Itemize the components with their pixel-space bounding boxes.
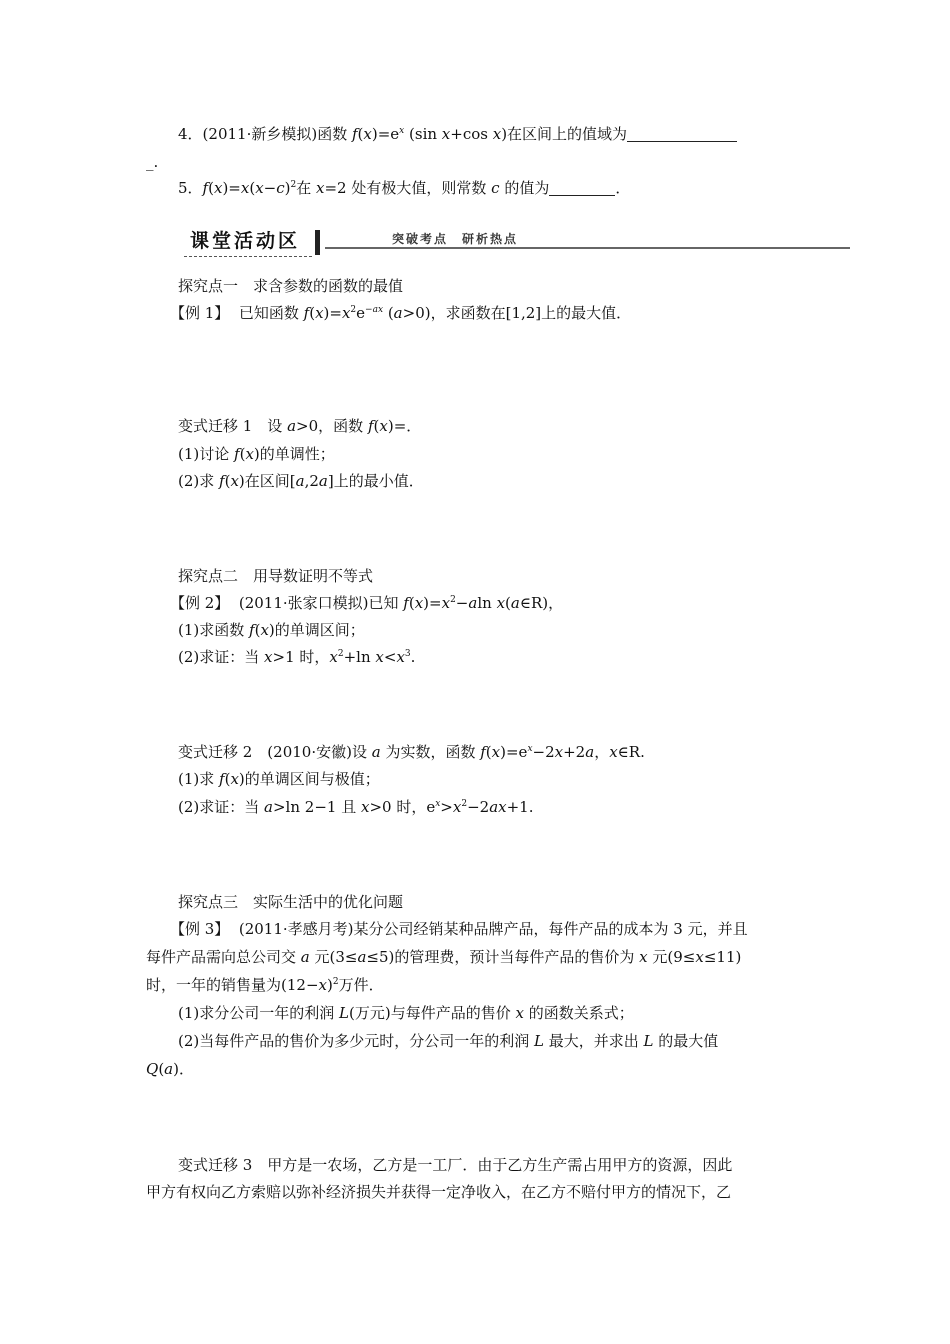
example-3-part-2-cont: Q(a)． <box>146 1060 194 1078</box>
example-text: >1 时， <box>272 648 330 666</box>
example-text: +ln <box>343 648 376 666</box>
example-3-line-3: 时，一年的销售量为$(12-x)^2$万件． <box>146 976 384 994</box>
banner-subtitle: 突破考点 研析热点 <box>392 232 519 246</box>
variation-text: ∈R. <box>617 743 645 761</box>
example-text: 的单调区间； <box>274 621 365 639</box>
example-3-line-2: 每件产品需向总公司交 a 元(3≤a≤5)的管理费，预计当每件产品的售价为 x 元(9≤x≤11) <box>146 948 742 966</box>
variation-3-line-2: 甲方有权向乙方索赔以弥补经济损失并获得一定净收入，在乙方不赔付甲方的情况下，乙 <box>146 1183 732 1201</box>
question-4-tail: _. <box>146 153 159 171</box>
section-banner <box>180 226 850 260</box>
example-text: (1)求分公司一年的利润 <box>178 1004 340 1022</box>
question-number: 4． <box>178 125 203 143</box>
example-text: (万元)与每件产品的售价 <box>349 1004 516 1022</box>
example-text: ≤5)的管理费，预计当每件产品的售价为 <box>366 948 640 966</box>
example-text: >0)，求函数在[1,2]上的最大值． <box>402 304 632 322</box>
example-text: ln <box>477 594 497 612</box>
example-text: 元(9≤ <box>647 948 696 966</box>
variation-text: −2 <box>467 798 490 816</box>
variation-text: +1. <box>506 798 534 816</box>
banner-title: 课堂活动区 <box>190 230 301 252</box>
variation-text: (1)讨论 <box>178 445 235 463</box>
example-3-line-1 <box>170 919 748 939</box>
example-text: 每件产品需向总公司交 <box>146 948 301 966</box>
variation-text: (2)求 <box>178 472 220 490</box>
question-text: (2011·新乡模拟)函数 <box>202 125 352 143</box>
example-3-part-2: (2)当每件产品的售价为多少元时，分公司一年的利润 L 最大，并求出 L 的最大值 <box>178 1032 719 1050</box>
variation-text: ]上的最小值． <box>327 472 424 490</box>
example-text: ∈R)， <box>519 594 564 612</box>
example-text: ( <box>383 304 394 322</box>
variation-2-part-1: (1)求 f(x)的单调区间与极值； <box>178 770 380 788</box>
banner-underline <box>184 256 312 257</box>
variation-2-title: 变式迁移 2 (2010·安徽)设 a 为实数，函数 $f(x)=e^x-2x+2a$，x∈R. <box>178 743 645 761</box>
variation-text: 的单调性； <box>259 445 335 463</box>
example-label: 【例 1】 <box>170 304 230 322</box>
example-2-part-1: (1)求函数 f(x)的单调区间； <box>178 621 365 639</box>
variation-text: >ln 2−1 且 <box>272 798 361 816</box>
example-text: 已知函数 <box>238 304 304 322</box>
variation-text: (2)求证：当 <box>178 798 265 816</box>
example-text: 的最大值 <box>653 1032 719 1050</box>
question-text: 的值为 <box>499 179 550 197</box>
banner-rule <box>325 247 850 249</box>
example-3-part-1: (1)求分公司一年的利润 L(万元)与每件产品的售价 x 的函数关系式； <box>178 1004 634 1022</box>
variation-text: −2 <box>532 743 555 761</box>
section-1-heading: 探究点一 求含参数的函数的最值 <box>178 277 404 295</box>
example-text: (2)当每件产品的售价为多少元时，分公司一年的利润 <box>178 1032 535 1050</box>
variation-1-part-2: (2)求 f(x)在区间[a,2a]上的最小值． <box>178 472 424 490</box>
variation-2-part-2: (2)求证：当 a>ln 2−1 且 x>0 时，$e^x>x^2-2ax+1$. <box>178 798 534 816</box>
question-text: 在 <box>296 179 317 197</box>
variation-1-title: 变式迁移 1 设 a>0，函数 f(x)=． <box>178 417 422 435</box>
example-text: (2011·孝感月考)某分公司经销某种品牌产品，每件产品的成本为 3 元，并且 <box>238 920 748 938</box>
question-number: 5． <box>178 179 203 197</box>
variation-3-line-1: 变式迁移 3 甲方是一农场，乙方是一工厂．由于乙方生产需占用甲方的资源，因此 <box>178 1156 733 1174</box>
variation-text: 变式迁移 1 设 <box>178 417 288 435</box>
example-text: ≤11) <box>703 948 742 966</box>
variation-text: 变式迁移 2 (2010·安徽)设 <box>178 743 372 761</box>
banner-bar <box>315 230 320 255</box>
variation-text: >0，函数 <box>296 417 368 435</box>
example-1: 【例 1】 已知函数 $f(x)=x^2e^{-ax}$ (a>0)，求函数在[1,2]上的最大值． <box>170 304 632 322</box>
example-text: 时，一年的销售量为(12− <box>146 976 319 994</box>
answer-blank[interactable] <box>627 126 737 142</box>
variation-text: +2 <box>563 743 586 761</box>
example-text: 元(3≤ <box>309 948 358 966</box>
variation-text: =e <box>505 743 528 761</box>
example-text: (2)求证：当 <box>178 648 265 666</box>
question-text: (sin <box>404 125 442 143</box>
example-label: 【例 3】 <box>170 920 230 938</box>
example-text: ． <box>178 1060 194 1078</box>
example-text: 的函数关系式； <box>523 1004 634 1022</box>
question-text: ． <box>615 179 631 197</box>
section-2-heading: 探究点二 用导数证明不等式 <box>178 567 374 585</box>
section-3-heading: 探究点三 实际生活中的优化问题 <box>178 893 404 911</box>
question-text: )在区间上的值域为 <box>501 125 628 143</box>
variation-text: =． <box>393 417 422 435</box>
example-text: 万件． <box>338 976 384 994</box>
example-text: 最大，并求出 <box>544 1032 644 1050</box>
example-2: 【例 2】 (2011·张家口模拟)已知 $f(x)=x^2-aln$ x(a∈R)， <box>170 594 564 612</box>
variation-text: >0 时，e <box>369 798 436 816</box>
variation-text: 在区间[ <box>244 472 296 490</box>
question-4: 4．(2011·新乡模拟)函数 $f(x)=e^x$ (sin x+cos x)在区间上的值域为 <box>178 124 737 144</box>
variation-text: 的单调区间与极值； <box>244 770 380 788</box>
question-5: 5．$f(x)=x(x-c)^2$在 x=2 处有极大值，则常数 c 的值为 ． <box>178 179 631 197</box>
answer-blank[interactable] <box>549 180 615 196</box>
variation-1-part-1: (1)讨论 f(x)的单调性； <box>178 445 335 463</box>
variation-text: 为实数，函数 <box>380 743 481 761</box>
example-text: (1)求函数 <box>178 621 250 639</box>
example-text: (2011·张家口模拟)已知 <box>238 594 404 612</box>
question-text: +cos <box>450 125 493 143</box>
example-2-part-2: (2)求证：当 x>1 时，$x^2+\ln$ $x<x^3$. <box>178 648 416 666</box>
variation-text: (1)求 <box>178 770 220 788</box>
example-label: 【例 2】 <box>170 594 230 612</box>
question-text: =2 处有极大值，则常数 <box>324 179 492 197</box>
